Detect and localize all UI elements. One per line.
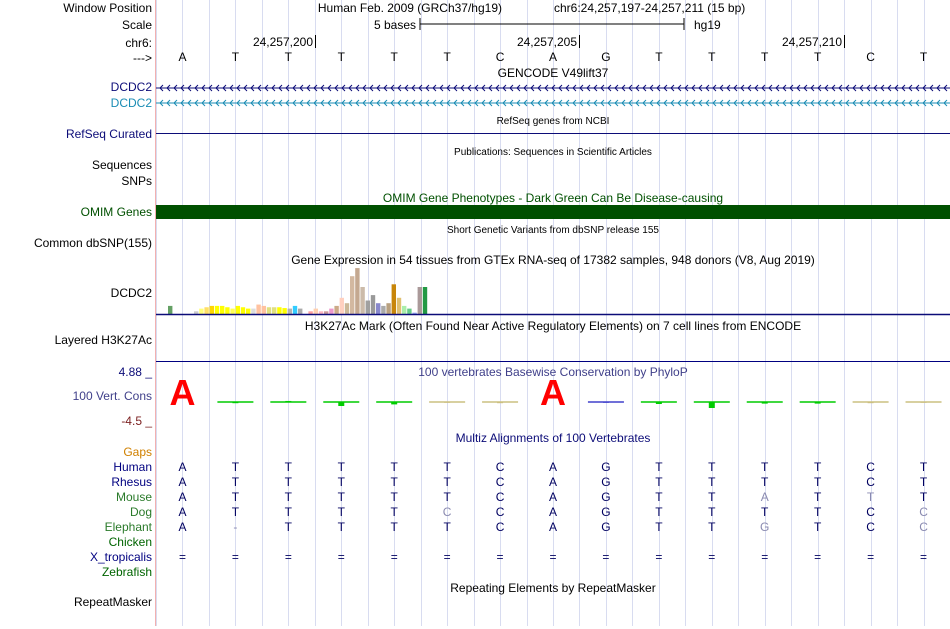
alignment-base: = [391, 550, 398, 564]
alignment-base: T [232, 475, 240, 489]
track-label-h3k27ac[interactable]: Layered H3K27Ac [55, 333, 152, 347]
alignment-base: A [549, 520, 557, 534]
gtex-bar [262, 306, 266, 314]
track-image-area[interactable] [156, 0, 950, 626]
alignment-base: A [549, 490, 557, 504]
gtex-bar [251, 309, 255, 314]
alignment-base: T [761, 460, 769, 474]
alignment-base: T [285, 490, 293, 504]
h3k27ac-title: H3K27Ac Mark (Often Found Near Active Regulatory Elements) on 7 cell lines from ENCODE [305, 319, 801, 333]
alignment-base: G [601, 475, 610, 489]
gtex-bar [402, 306, 406, 314]
alignment-base: = [232, 550, 239, 564]
alignment-base: T [655, 505, 663, 519]
alignment-base: T [655, 490, 663, 504]
alignment-base: = [285, 550, 292, 564]
gtex-bar [386, 303, 390, 314]
gtex-bar [314, 309, 318, 314]
alignment-base: G [601, 520, 610, 534]
gtex-bar [215, 306, 219, 314]
scale-label: Scale [122, 18, 152, 32]
gtex-bar [324, 311, 328, 314]
scale-bar-text: 5 bases [374, 18, 416, 32]
reference-base: A [549, 50, 557, 64]
phylop-bar [709, 402, 715, 408]
gtex-bar [225, 307, 229, 314]
alignment-base: T [285, 520, 293, 534]
gtex-bar [350, 276, 354, 314]
gtex-bar [376, 303, 380, 314]
track-label-sequences[interactable]: Sequences [92, 158, 152, 172]
gtex-bar [168, 306, 172, 314]
alignment-base: T [391, 460, 399, 474]
track-label-column [0, 0, 155, 626]
alignment-base: C [866, 520, 875, 534]
reference-base: G [601, 50, 610, 64]
track-label-cons[interactable]: 100 Vert. Cons [73, 389, 152, 403]
alignment-base: C [496, 460, 505, 474]
alignment-base: T [232, 505, 240, 519]
reference-base: C [866, 50, 875, 64]
alignment-base: C [496, 505, 505, 519]
alignment-base: T [655, 460, 663, 474]
repeatmasker-title: Repeating Elements by RepeatMasker [450, 581, 655, 595]
alignment-base: = [179, 550, 186, 564]
alignment-base: = [761, 550, 768, 564]
alignment-base: = [602, 550, 609, 564]
reference-base: T [920, 50, 928, 64]
coordinate-label: 24,257,210 [782, 35, 842, 49]
alignment-base: T [761, 475, 769, 489]
alignment-base: T [232, 460, 240, 474]
gtex-expression-bars[interactable] [168, 268, 427, 314]
track-label-refseq[interactable]: RefSeq Curated [66, 127, 152, 141]
alignment-base: C [866, 475, 875, 489]
alignment-base: T [391, 505, 399, 519]
species-label[interactable]: Dog [130, 505, 152, 519]
multiz-title: Multiz Alignments of 100 Vertebrates [456, 431, 651, 445]
alignment-base: T [338, 490, 346, 504]
gtex-bar [319, 311, 323, 314]
reference-base: A [178, 50, 186, 64]
track-label-dcdc2-gencode-b[interactable]: DCDC2 [111, 96, 152, 110]
track-label-dcdc2-gencode-a[interactable]: DCDC2 [111, 80, 152, 94]
gtex-bar [418, 287, 422, 314]
phylop-logo-letter: A [540, 372, 566, 413]
gtex-bar [329, 309, 333, 314]
cons-min-label: -4.5 _ [121, 414, 152, 428]
alignment-base: T [338, 460, 346, 474]
alignment-base: G [601, 460, 610, 474]
alignment-base: T [708, 460, 716, 474]
gtex-bar [256, 305, 260, 314]
gtex-bar [308, 311, 312, 314]
alignment-base: T [708, 520, 716, 534]
gtex-bar [355, 268, 359, 314]
gtex-bar [246, 309, 250, 314]
refseq-title: RefSeq genes from NCBI [497, 116, 610, 127]
reference-base: T [443, 50, 451, 64]
reference-base: T [761, 50, 769, 64]
species-label[interactable]: Zebrafish [102, 565, 152, 579]
alignment-base: T [867, 490, 875, 504]
gtex-title: Gene Expression in 54 tissues from GTEx RNA-seq of 17382 samples, 948 donors (V8, Aug 2019) [291, 253, 815, 267]
alignment-base: G [601, 505, 610, 519]
alignment-base: A [761, 490, 769, 504]
coordinate-label: 24,257,205 [517, 35, 577, 49]
gtex-bar [272, 307, 276, 314]
gtex-bar [381, 306, 385, 314]
species-label[interactable]: Elephant [105, 520, 152, 534]
alignment-base: T [814, 475, 822, 489]
alignment-base: T [814, 490, 822, 504]
scale-bar [374, 18, 721, 32]
track-label-omim[interactable]: OMIM Genes [81, 205, 152, 219]
coordinate-label: 24,257,200 [253, 35, 313, 49]
reference-base: T [338, 50, 346, 64]
alignment-base: T [338, 505, 346, 519]
gtex-bar [204, 307, 208, 314]
alignment-base: T [814, 520, 822, 534]
alignment-base: A [549, 460, 557, 474]
gtex-bar [277, 307, 281, 314]
alignment-base: T [391, 490, 399, 504]
gtex-bar [298, 309, 302, 314]
reference-bases [178, 50, 927, 64]
alignment-base: T [655, 475, 663, 489]
alignment-base: T [814, 505, 822, 519]
window-position-label: Window Position [63, 1, 152, 15]
alignment-base: G [601, 490, 610, 504]
species-label[interactable]: Mouse [116, 490, 152, 504]
alignment-base: A [549, 505, 557, 519]
gtex-bar [236, 306, 240, 314]
gtex-bar [360, 287, 364, 314]
alignment-base: C [866, 460, 875, 474]
alignment-base: A [549, 475, 557, 489]
species-label[interactable]: Chicken [109, 535, 152, 549]
alignment-base: C [443, 505, 452, 519]
phylop-conservation-logo[interactable] [169, 372, 941, 413]
alignment-base: T [443, 520, 451, 534]
alignment-base: T [708, 475, 716, 489]
alignment-base: C [866, 505, 875, 519]
alignment-base: C [496, 475, 505, 489]
species-label[interactable]: Rhesus [111, 475, 152, 489]
reference-base: C [496, 50, 505, 64]
gtex-bar [340, 298, 344, 314]
chrom-label: chr6: [125, 36, 152, 50]
gtex-bar [267, 307, 271, 314]
alignment-base: T [391, 475, 399, 489]
alignment-base: = [444, 550, 451, 564]
gtex-bar [282, 308, 286, 314]
gtex-bar [199, 309, 203, 314]
omim-title: OMIM Gene Phenotypes - Dark Green Can Be Disease-causing [383, 191, 723, 205]
track-label-dbsnp[interactable]: Common dbSNP(155) [34, 236, 152, 250]
alignment-base: A [178, 460, 186, 474]
alignment-base: T [761, 505, 769, 519]
publications-title: Publications: Sequences in Scientific Articles [454, 147, 652, 158]
alignment-base: G [760, 520, 769, 534]
reference-base: T [708, 50, 716, 64]
dbsnp-title: Short Genetic Variants from dbSNP release 155 [447, 225, 659, 236]
alignment-base: = [655, 550, 662, 564]
gtex-bar [366, 301, 370, 315]
alignment-base: T [920, 460, 928, 474]
alignment-base: T [655, 520, 663, 534]
alignment-base: C [496, 520, 505, 534]
reference-base: T [285, 50, 293, 64]
alignment-base: = [920, 550, 927, 564]
gtex-bar [293, 306, 297, 314]
alignment-base: T [814, 460, 822, 474]
track-label-repeatmasker[interactable]: RepeatMasker [74, 595, 152, 609]
alignment-base: T [443, 475, 451, 489]
track-label-snps[interactable]: SNPs [121, 174, 152, 188]
position-text: chr6:24,257,197-24,257,211 (15 bp) [554, 1, 745, 15]
alignment-base: T [391, 520, 399, 534]
reference-base: T [655, 50, 663, 64]
alignment-base: T [285, 475, 293, 489]
reference-base: T [391, 50, 399, 64]
alignment-base: T [285, 505, 293, 519]
phylop-logo-letter: A [169, 372, 195, 413]
species-label[interactable]: Human [113, 460, 152, 474]
strand-label: ---> [133, 51, 152, 65]
gtex-bar [230, 309, 234, 314]
alignment-base: = [814, 550, 821, 564]
alignment-base: T [443, 460, 451, 474]
phylop-title: 100 vertebrates Basewise Conservation by PhyloP [418, 365, 687, 379]
alignment-base: A [178, 490, 186, 504]
gtex-bar [423, 287, 427, 314]
tracks-svg[interactable] [156, 0, 950, 626]
gtex-bar [392, 284, 396, 314]
gtex-bar [407, 309, 411, 314]
reference-base: T [232, 50, 240, 64]
species-label[interactable]: X_tropicalis [90, 550, 152, 564]
track-label-gaps[interactable]: Gaps [123, 445, 152, 459]
scale-db-text: hg19 [694, 18, 721, 32]
alignment-base: T [920, 490, 928, 504]
alignment-base: T [338, 520, 346, 534]
alignment-base: = [338, 550, 345, 564]
alignment-base: = [497, 550, 504, 564]
alignment-base: C [919, 505, 928, 519]
gtex-bar [220, 306, 224, 314]
gtex-bar [210, 306, 214, 314]
alignment-base: - [233, 520, 237, 534]
alignment-base: A [178, 505, 186, 519]
alignment-base: T [708, 505, 716, 519]
alignment-base: A [178, 475, 186, 489]
gtex-bar [371, 295, 375, 314]
gencode-title: GENCODE V49lift37 [498, 66, 609, 80]
alignment-base: T [443, 490, 451, 504]
gtex-bar [288, 309, 292, 314]
alignment-base: = [867, 550, 874, 564]
alignment-base: T [285, 460, 293, 474]
alignment-base: A [178, 520, 186, 534]
cons-max-label: 4.88 _ [119, 365, 152, 379]
alignment-base: = [549, 550, 556, 564]
alignment-base: T [920, 475, 928, 489]
reference-base: T [814, 50, 822, 64]
alignment-base: T [708, 490, 716, 504]
gtex-bar [397, 298, 401, 314]
alignment-base: = [708, 550, 715, 564]
gtex-bar [194, 311, 198, 314]
alignment-base: C [496, 490, 505, 504]
alignment-base: T [232, 490, 240, 504]
assembly-text: Human Feb. 2009 (GRCh37/hg19) [318, 1, 502, 15]
gtex-bar [241, 307, 245, 314]
alignment-base: C [919, 520, 928, 534]
gtex-bar [345, 303, 349, 314]
gtex-bar [334, 306, 338, 314]
omim-gene-bar[interactable] [156, 205, 950, 219]
alignment-base: T [338, 475, 346, 489]
track-label-gtex-dcdc2[interactable]: DCDC2 [111, 286, 152, 300]
